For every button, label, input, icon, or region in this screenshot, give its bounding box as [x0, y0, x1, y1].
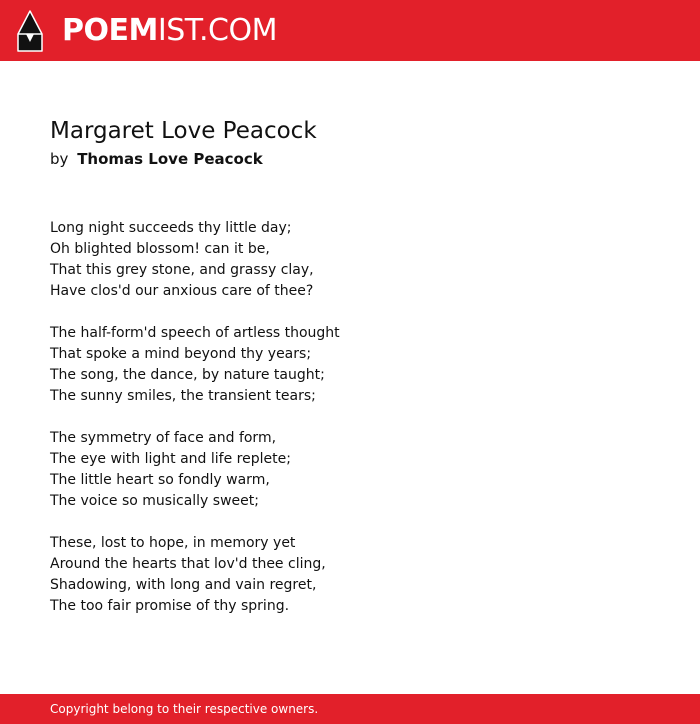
poem-line: The symmetry of face and form, — [50, 430, 277, 446]
poem-line: The too fair promise of thy spring. — [50, 598, 290, 614]
poem-line: Around the hearts that lov'd thee cling, — [50, 556, 326, 572]
stanza — [50, 218, 340, 302]
poem-line: The voice so musically sweet; — [50, 493, 259, 509]
pencil-logo-icon[interactable] — [17, 10, 43, 52]
poem-line: Long night succeeds thy little day; — [50, 220, 292, 236]
poem-line: The song, the dance, by nature taught; — [50, 367, 325, 383]
site-footer — [0, 694, 700, 724]
site-logo[interactable] — [62, 13, 277, 49]
poem-line: Shadowing, with long and vain regret, — [50, 577, 317, 593]
poem-line: The sunny smiles, the transient tears; — [50, 388, 316, 404]
poem-line: The little heart so fondly warm, — [50, 472, 270, 488]
poem-line: These, lost to hope, in memory yet — [50, 535, 296, 551]
site-header — [0, 0, 700, 61]
by-label: by — [50, 150, 69, 168]
logo-text-bold: POEM — [62, 13, 158, 48]
poem-line: Have clos'd our anxious care of thee? — [50, 283, 314, 299]
copyright-notice: Copyright belong to their respective owners. — [50, 702, 319, 716]
stanza — [50, 533, 340, 617]
poem-body — [50, 218, 340, 638]
stanza — [50, 323, 340, 407]
poem-line: Oh blighted blossom! can it be, — [50, 241, 270, 257]
poem-title: Margaret Love Peacock — [50, 118, 317, 144]
author-name: Thomas Love Peacock — [77, 150, 263, 168]
poem-line: The half-form'd speech of artless thought — [50, 325, 340, 341]
poem-line: That spoke a mind beyond thy years; — [50, 346, 312, 362]
logo-text-light: IST.COM — [157, 13, 277, 48]
poem-line: The eye with light and life replete; — [50, 451, 291, 467]
byline — [50, 149, 263, 169]
poem-line: That this grey stone, and grassy clay, — [50, 262, 314, 278]
stanza — [50, 428, 340, 512]
